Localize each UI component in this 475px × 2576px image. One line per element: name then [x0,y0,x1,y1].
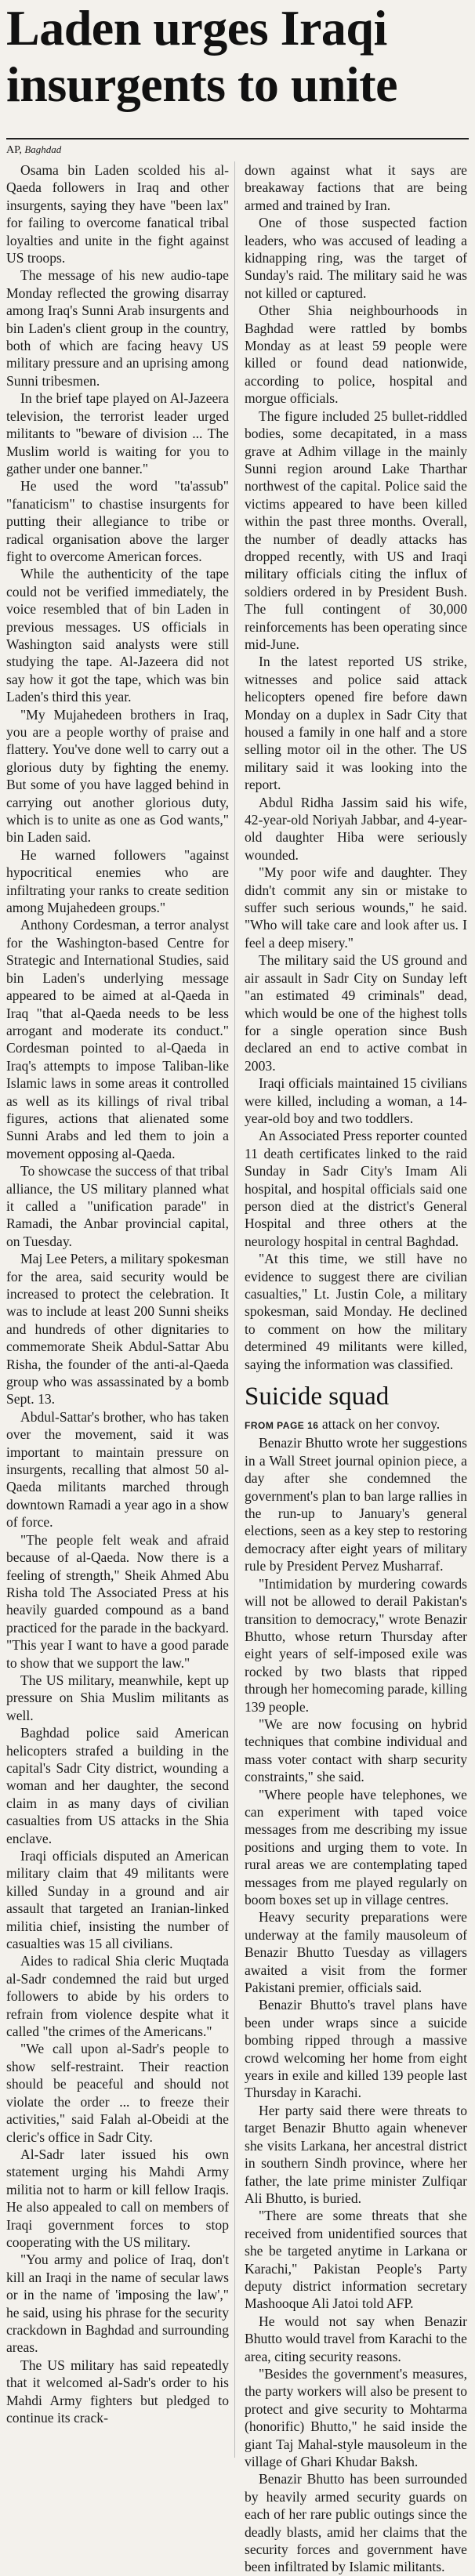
paragraph: "At this time, we still have no evidence to suggest there are civilian casualties," Lt. Justin Cole, a military spokesman, said Monday. He declined to comment on how the military determined 49 militants were killed, saying the information was classified. [245,1251,467,1372]
paragraph: To showcase the success of that tribal alliance, the US military planned what it called a "unification parade" in Ramadi, the Anbar provincial capital, on Tuesday. [6,1163,229,1249]
paragraph: He warned followers "against hypocritical enemies who are infiltrating your ranks to create sedition among Mujahedeen groups." [6,846,229,916]
paragraph: Heavy security preparations were underway at the family mausoleum of Benazir Bhutto Tuesday as villagers awaited a visit from the former Pakistani premier, officials said. [245,1909,467,1996]
paragraph: "My Mujahedeen brothers in Iraq, you are a people worthy of praise and flattery. You've done well to carry out a glorious duty by fighting the enemy. But some of you have lagged behind in carrying out another glorious duty, which is to unite as one as God wants," bin Laden said. [6,706,229,846]
right-column-top [245,161,467,1373]
paragraph: Anthony Cordesman, a terror analyst for the Washington-based Centre for Strategic and International Studies, said bin Laden's underlying message appeared to be aimed at al-Qaeda in Iraq "that al-Qaeda needs to be less arrogant and moderate its conduct." Cordesman pointed to al-Qaeda in Iraq's attempts to impose Taliban-like Islamic laws in some areas it controlled as well as its killings of rival tribal figures, actions that alienated some Sunni Arabs and led them to join a movement opposing al-Qaeda. [6,917,229,1161]
right-column-bottom [245,1415,467,2576]
paragraph: Abdul Ridha Jassim said his wife, 42-year-old Noriyah Jabbar, and 4-year-old daughter Hiba were seriously wounded. [245,794,467,863]
from-page-label: FROM PAGE 16 [245,1420,319,1432]
headline: Laden urges Iraqi insurgents to unite [6,0,397,112]
paragraph: While the authenticity of the tape could not be verified immediately, the voice resembled that of bin Laden in previous messages. US officials in Washington said analysts were still studying the tape. Al-Jazeera did not say how it got the tape, which was bin Laden's third this year. [6,566,229,705]
paragraph: "There are some threats that she received from unidentified sources that she be targeted anytime in Larkana or Karachi," Pakistan People's Party deputy district information secretary Mashooque Ali Jatoi told AFP. [245,2208,467,2312]
paragraph [245,1415,467,1434]
paragraph: In the latest reported US strike, witnesses and police said attack helicopters opened fire before dawn Monday on a duplex in Sadr City that housed a family in one half and a store selling motor oil in the other. The US military said it was looking into the report. [245,654,467,793]
paragraph: Other Shia neighbourhoods in Baghdad were rattled by bombs Monday as at least 59 people were killed or found dead nationwide, according to police, hospital and morgue officials. [245,303,467,407]
byline-agency: AP, [6,144,22,156]
paragraph: The US military, meanwhile, kept up pressure on Shia Muslim militants as well. [6,1672,229,1723]
paragraph: The US military has said repeatedly that it welcomed al-Sadr's order to his Mahdi Army fighters but pledged to continue its crack- [6,2357,229,2426]
paragraph: He used the word "ta'assub" "fanaticism" to chastise insurgents for putting their allegiance to tribe or radical organisation above the larger fight to overcome American forces. [6,478,229,564]
paragraph: "We call upon al-Sadr's people to show self-restraint. Their reaction should be peaceful and should not violate the order ... to freeze their activities," said Falah al-Obeidi at the cleric's office in Sadr City. [6,2041,229,2145]
paragraph: Abdul-Sattar's brother, who has taken over the movement, said it was important to maintain pressure on insurgents, recalling that almost 50 al-Qaeda militants marched through downtown Ramadi a year ago in a show of force. [6,1408,229,1531]
right-column [245,161,467,2576]
paragraph: The figure included 25 bullet-riddled bodies, some decapitated, in a mass grave at Adhim village in the mainly Sunni region around Lake Tharthar northwest of the capital. Police said the victims appeared to have been killed within the past three months. Overall, the number of deadly attacks has dropped recently, with US and Iraqi military officials citing the influx of soldiers ordered in by President Bush. The full contingent of 30,000 reinforcements has been operating since mid-June. [245,408,467,652]
paragraph: Maj Lee Peters, a military spokesman for the area, said security would be increased to protect the celebration. It was to include at least 200 Sunni sheiks and hundreds of other dignitaries to commemorate Sheik Abdul-Sattar Abu Risha, the founder of the anti-al-Qaeda group who was assassinated by a bomb Sept. 13. [6,1251,229,1408]
paragraph: "We are now focusing on hybrid techniques that combine individual and mass voter contact with sharp security constraints," she said. [245,1716,467,1785]
column-divider [234,161,235,2458]
paragraph: down against what it says are breakaway factions that are being armed and trained by Iran. [245,162,467,213]
paragraph: Baghdad police said American helicopters strafed a building in the capital's Sadr City district, wounding a woman and her daughter, the second claim in as many days of civilian casualties from US attacks in the Shia enclave. [6,1725,229,1846]
paragraph: In the brief tape played on Al-Jazeera television, the terrorist leader urged militants to "beware of division ... The Muslim world is waiting for you to gather under one banner." [6,390,229,476]
paragraph: Benazir Bhutto has been surrounded by heavily armed security guards on each of her rare public outings since the deadly blasts, amid her claims that the security forces and government have been infiltrated by Islamic militants. [245,2471,467,2575]
paragraph: Al-Sadr later issued his own statement urging his Mahdi Army militia not to harm or kill fellow Iraqis. He also appealed to call on members of Iraqi government forces to stop cooperating with the US military. [6,2146,229,2250]
paragraph: The message of his new audio-tape Monday reflected the growing disarray among Iraq's Sunni Arab insurgents and bin Laden's client group in the country, both of which are facing heavy US military pressure and an uprising among Sunni tribesmen. [6,267,229,389]
paragraph: He would not say when Benazir Bhutto would travel from Karachi to the area, citing security reasons. [245,2313,467,2364]
paragraph: Benazir Bhutto's travel plans have been under wraps since a suicide bombing ripped through a massive crowd welcoming her home from eight years in exile and killed 139 people last Thursday in Karachi. [245,1997,467,2101]
paragraph: Iraqi officials disputed an American military claim that 49 militants were killed Sunday in a ground and air assault that targeted an Iranian-linked militia chief, insisting the number of casualties was 15 all civilians. [6,1848,229,1952]
paragraph: Iraqi officials maintained 15 civilians were killed, including a woman, a 14-year-old boy and two toddlers. [245,1075,467,1126]
byline [6,143,61,157]
paragraph: "The people felt weak and afraid because of al-Qaeda. Now there is a feeling of strength," Sheik Ahmed Abu Risha told The Associated Press at his heavily guarded compound as a band practiced for the parade in the backyard. "This year I want to have a good parade to show that we support the law." [6,1531,229,1671]
headline-rule [6,138,469,139]
subhead: Suicide squad [245,1382,390,1411]
paragraph: Aides to radical Shia cleric Muqtada al-Sadr condemned the raid but urged followers to abide by his orders to refrain from violence despite what it called "the crimes of the Americans." [6,1953,229,2040]
paragraph: One of those suspected faction leaders, who was accused of leading a kidnapping ring, was the target of Sunday's raid. The military said he was not killed or captured. [245,215,467,301]
paragraph: "My poor wife and daughter. They didn't commit any sin or mistake to suffer such serious wounds," he said. "Who will take care and look after us. I feel a deep misery." [245,864,467,951]
paragraph: "Where people have telephones, we can experiment with taped voice messages from me describing my issue positions and urging them to vote. In rural areas we are contemplating taped messages from me played regularly on boom boxes set up in village centres. [245,1786,467,1908]
paragraph: Osama bin Laden scolded his al-Qaeda followers in Iraq and other insurgents, saying they have "been lax" for failing to overcome fanatical tribal loyalties and unite in the fight against US troops. [6,162,229,266]
paragraph: Her party said there were threats to target Benazir Bhutto again whenever she visits Larkana, her ancestral district in southern Sindh province, where her father, the late prime minister Zulfiqar Ali Bhutto, is buried. [245,2102,467,2206]
paragraph: "Besides the government's measures, the party workers will also be present to protect and give security to Mohtarma (honorific) Bhutto," he said inside the giant Taj Mahal-style mausoleum in the village of Ghari Khudar Baksh. [245,2365,467,2469]
paragraph: The military said the US ground and air assault in Sadr City on Sunday left "an estimated 49 criminals" dead, which would be one of the highest tolls for a single operation since Bush declared an end to active combat in 2003. [245,952,467,1074]
byline-location: Baghdad [24,143,62,155]
paragraph: "Intimidation by murdering cowards will not be allowed to derail Pakistan's transition to democracy," wrote Benazir Bhutto, whose return Thursday after eight years of self-imposed exile was rocked by two blasts that ripped through her homecoming parade, killing 139 people. [245,1575,467,1715]
paragraph-text: attack on her convoy. [321,1416,441,1433]
paragraph: Benazir Bhutto wrote her suggestions in a Wall Street journal opinion piece, a day after she condemned the government's plan to ban large rallies in the run-up to January's general elections, seen as a key step to restoring democracy after eight years of military rule by President Pervez Musharraf. [245,1435,467,1574]
left-column [6,161,229,2426]
paragraph: An Associated Press reporter counted 11 death certificates linked to the raid Sunday in Sadr City's Imam Ali hospital, and hospital officials said one person died at the district's General Hospital and three others at the neurology hospital in central Baghdad. [245,1128,467,1249]
paragraph: "You army and police of Iraq, don't kill an Iraqi in the name of secular laws or in the name of 'imposing the law'," he said, using his phrase for the security crackdown in Baghdad and surrounding areas. [6,2252,229,2356]
